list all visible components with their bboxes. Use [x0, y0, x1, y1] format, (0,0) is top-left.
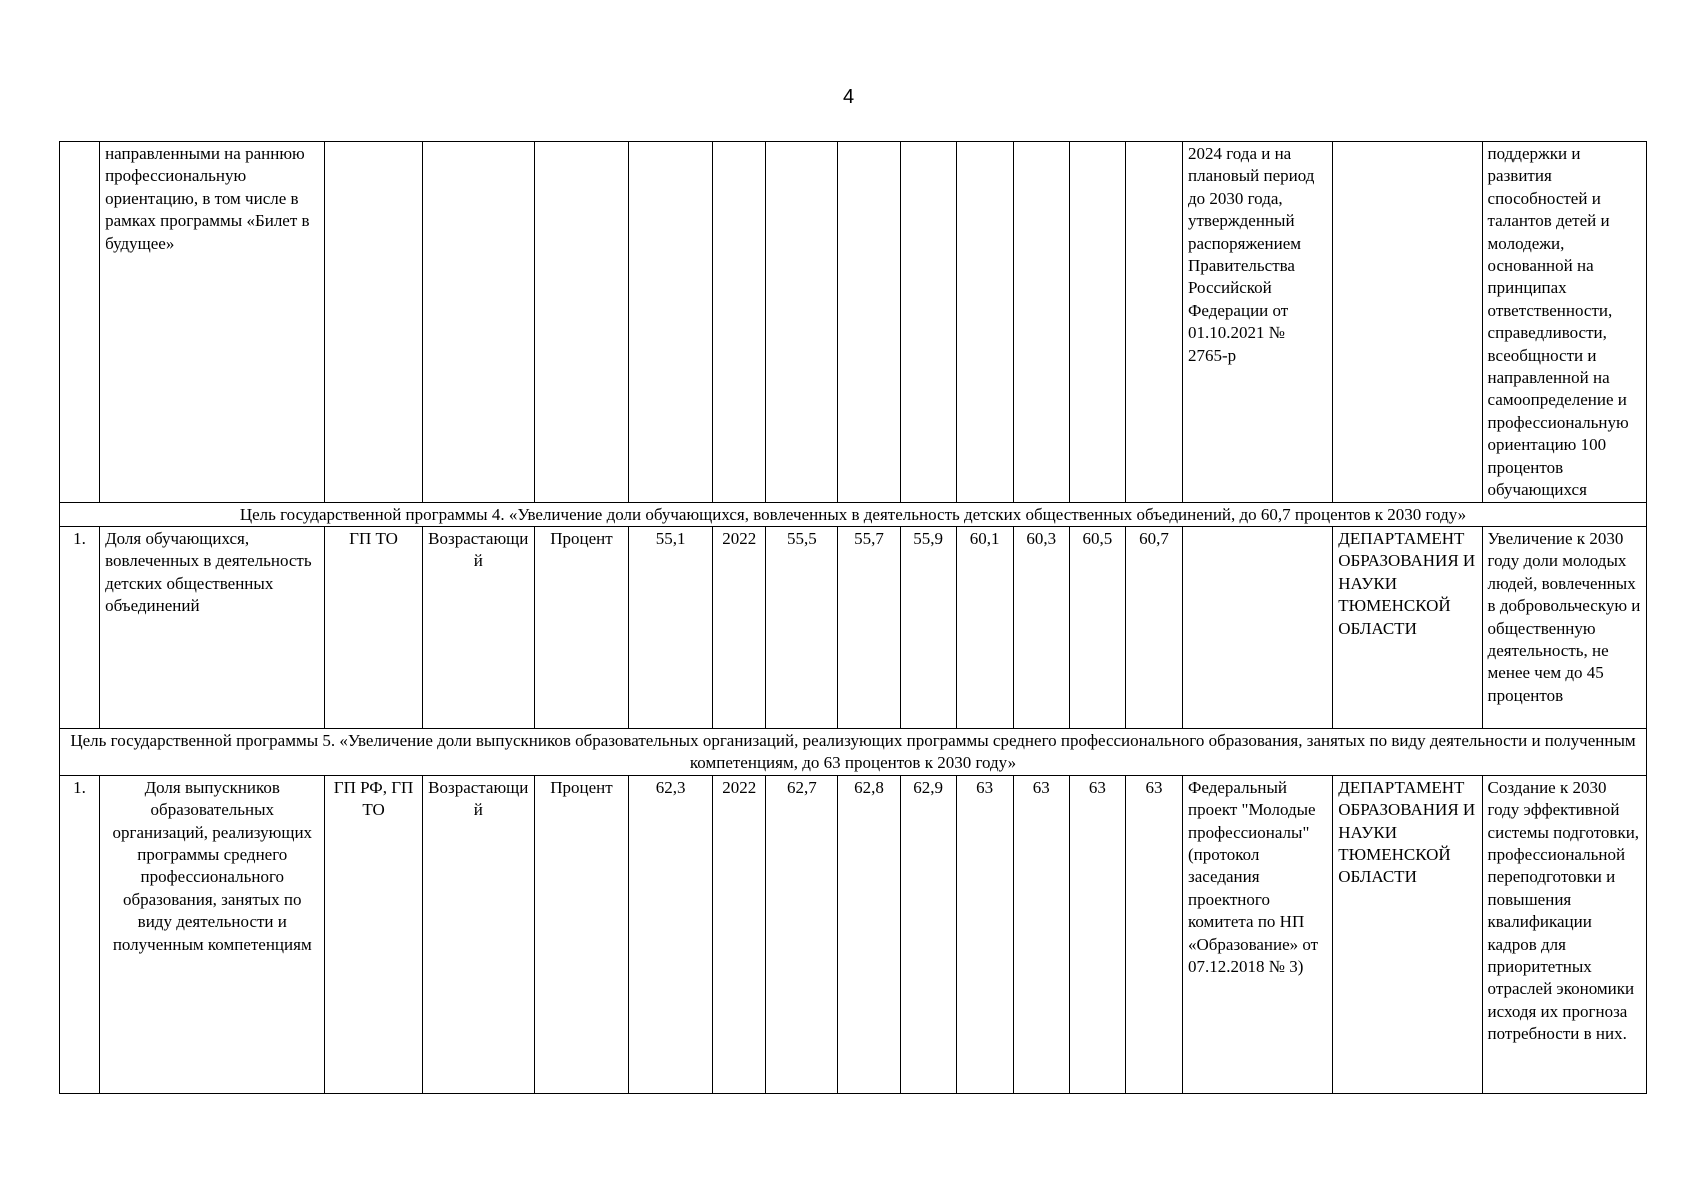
cell-document: [1182, 526, 1332, 728]
cell-unit: Процент: [534, 775, 628, 1093]
cell-responsible: ДЕПАРТАМЕНТ ОБРАЗОВАНИЯ И НАУКИ ТЮМЕНСКОЙ ОБЛАСТИ: [1333, 526, 1482, 728]
cell-value: 63: [956, 775, 1013, 1093]
cell-indicator: Доля выпускников образовательных организаций, реализующих программы среднего профессионального образования, занятых по виду деятельности и полученным компетенциям: [100, 775, 325, 1093]
cell-level: ГП ТО: [325, 526, 422, 728]
cell-result: Увеличение к 2030 году доли молодых людей, вовлеченных в добровольческую и общественную деятельность, не менее чем до 45 процентов: [1482, 526, 1646, 728]
cell-level: ГП РФ, ГП ТО: [325, 775, 422, 1093]
cell-result: Создание к 2030 году эффективной системы подготовки, профессиональной переподготовки и повышения квалификации кадров для приоритетных отраслей экономики исходя их прогноза потребности в них.: [1482, 775, 1646, 1093]
cell-value: 60,1: [956, 526, 1013, 728]
cell-indicator: Доля обучающихся, вовлеченных в деятельность детских общественных объединений: [100, 526, 325, 728]
cell-base-year: 2022: [713, 775, 766, 1093]
cell-value: 62,9: [900, 775, 956, 1093]
cell-base-value: 62,3: [629, 775, 713, 1093]
cell-value: 63: [1013, 775, 1069, 1093]
cell-num: 1.: [60, 526, 100, 728]
cell-value: 55,9: [900, 526, 956, 728]
cell-value: 63: [1069, 775, 1125, 1093]
cell-responsible: ДЕПАРТАМЕНТ ОБРАЗОВАНИЯ И НАУКИ ТЮМЕНСКОЙ ОБЛАСТИ: [1333, 775, 1482, 1093]
cell-base-value: 55,1: [629, 526, 713, 728]
cell-num: 1.: [60, 775, 100, 1093]
cell-value: 63: [1125, 775, 1182, 1093]
cell-document: Федеральный проект "Молодые профессионалы" (протокол заседания проектного комитета по НП «Образование» от 07.12.2018 № 3): [1182, 775, 1332, 1093]
cell-document: 2024 года и на плановый период до 2030 года, утвержденный распоряжением Правительства Российской Федерации от 01.10.2021 № 2765-р: [1182, 142, 1332, 503]
goal-5-heading: Цель государственной программы 5. «Увеличение доли выпускников образовательных организаций, реализующих программы среднего профессионального образования, занятых по виду деятельности и полученным компетенциям, до 63 процентов к 2030 году»: [60, 728, 1647, 775]
cell-result: поддержки и развития способностей и талантов детей и молодежи, основанной на принципах ответственности, справедливости, всеобщности и направленной на самоопределение и профессиональную ориентацию 100 процентов обучающихся: [1482, 142, 1646, 503]
goal-4-heading: Цель государственной программы 4. «Увеличение доли обучающихся, вовлеченных в деятельность детских общественных объединений, до 60,7 процентов к 2030 году»: [60, 502, 1647, 526]
table-row: [60, 526, 1647, 728]
table-row: [60, 775, 1647, 1093]
cell-value: 60,5: [1069, 526, 1125, 728]
page-number: 4: [842, 86, 855, 108]
cell-num: [60, 142, 100, 503]
indicators-table: [59, 141, 1647, 1094]
cell-unit: Процент: [534, 526, 628, 728]
cell-value: 60,7: [1125, 526, 1182, 728]
cell-trend: Возрастающий: [422, 526, 534, 728]
cell-indicator: направленными на раннюю профессиональную ориентацию, в том числе в рамках программы «Билет в будущее»: [100, 142, 325, 503]
cell-value: 60,3: [1013, 526, 1069, 728]
cell-value: 62,7: [766, 775, 838, 1093]
cell-value: 55,5: [766, 526, 838, 728]
cell-trend: Возрастающий: [422, 775, 534, 1093]
cell-base-year: 2022: [713, 526, 766, 728]
goal-row: [60, 502, 1647, 526]
cell-value: 62,8: [838, 775, 900, 1093]
goal-row: [60, 728, 1647, 775]
continuation-row: [60, 142, 1647, 503]
cell-value: 55,7: [838, 526, 900, 728]
